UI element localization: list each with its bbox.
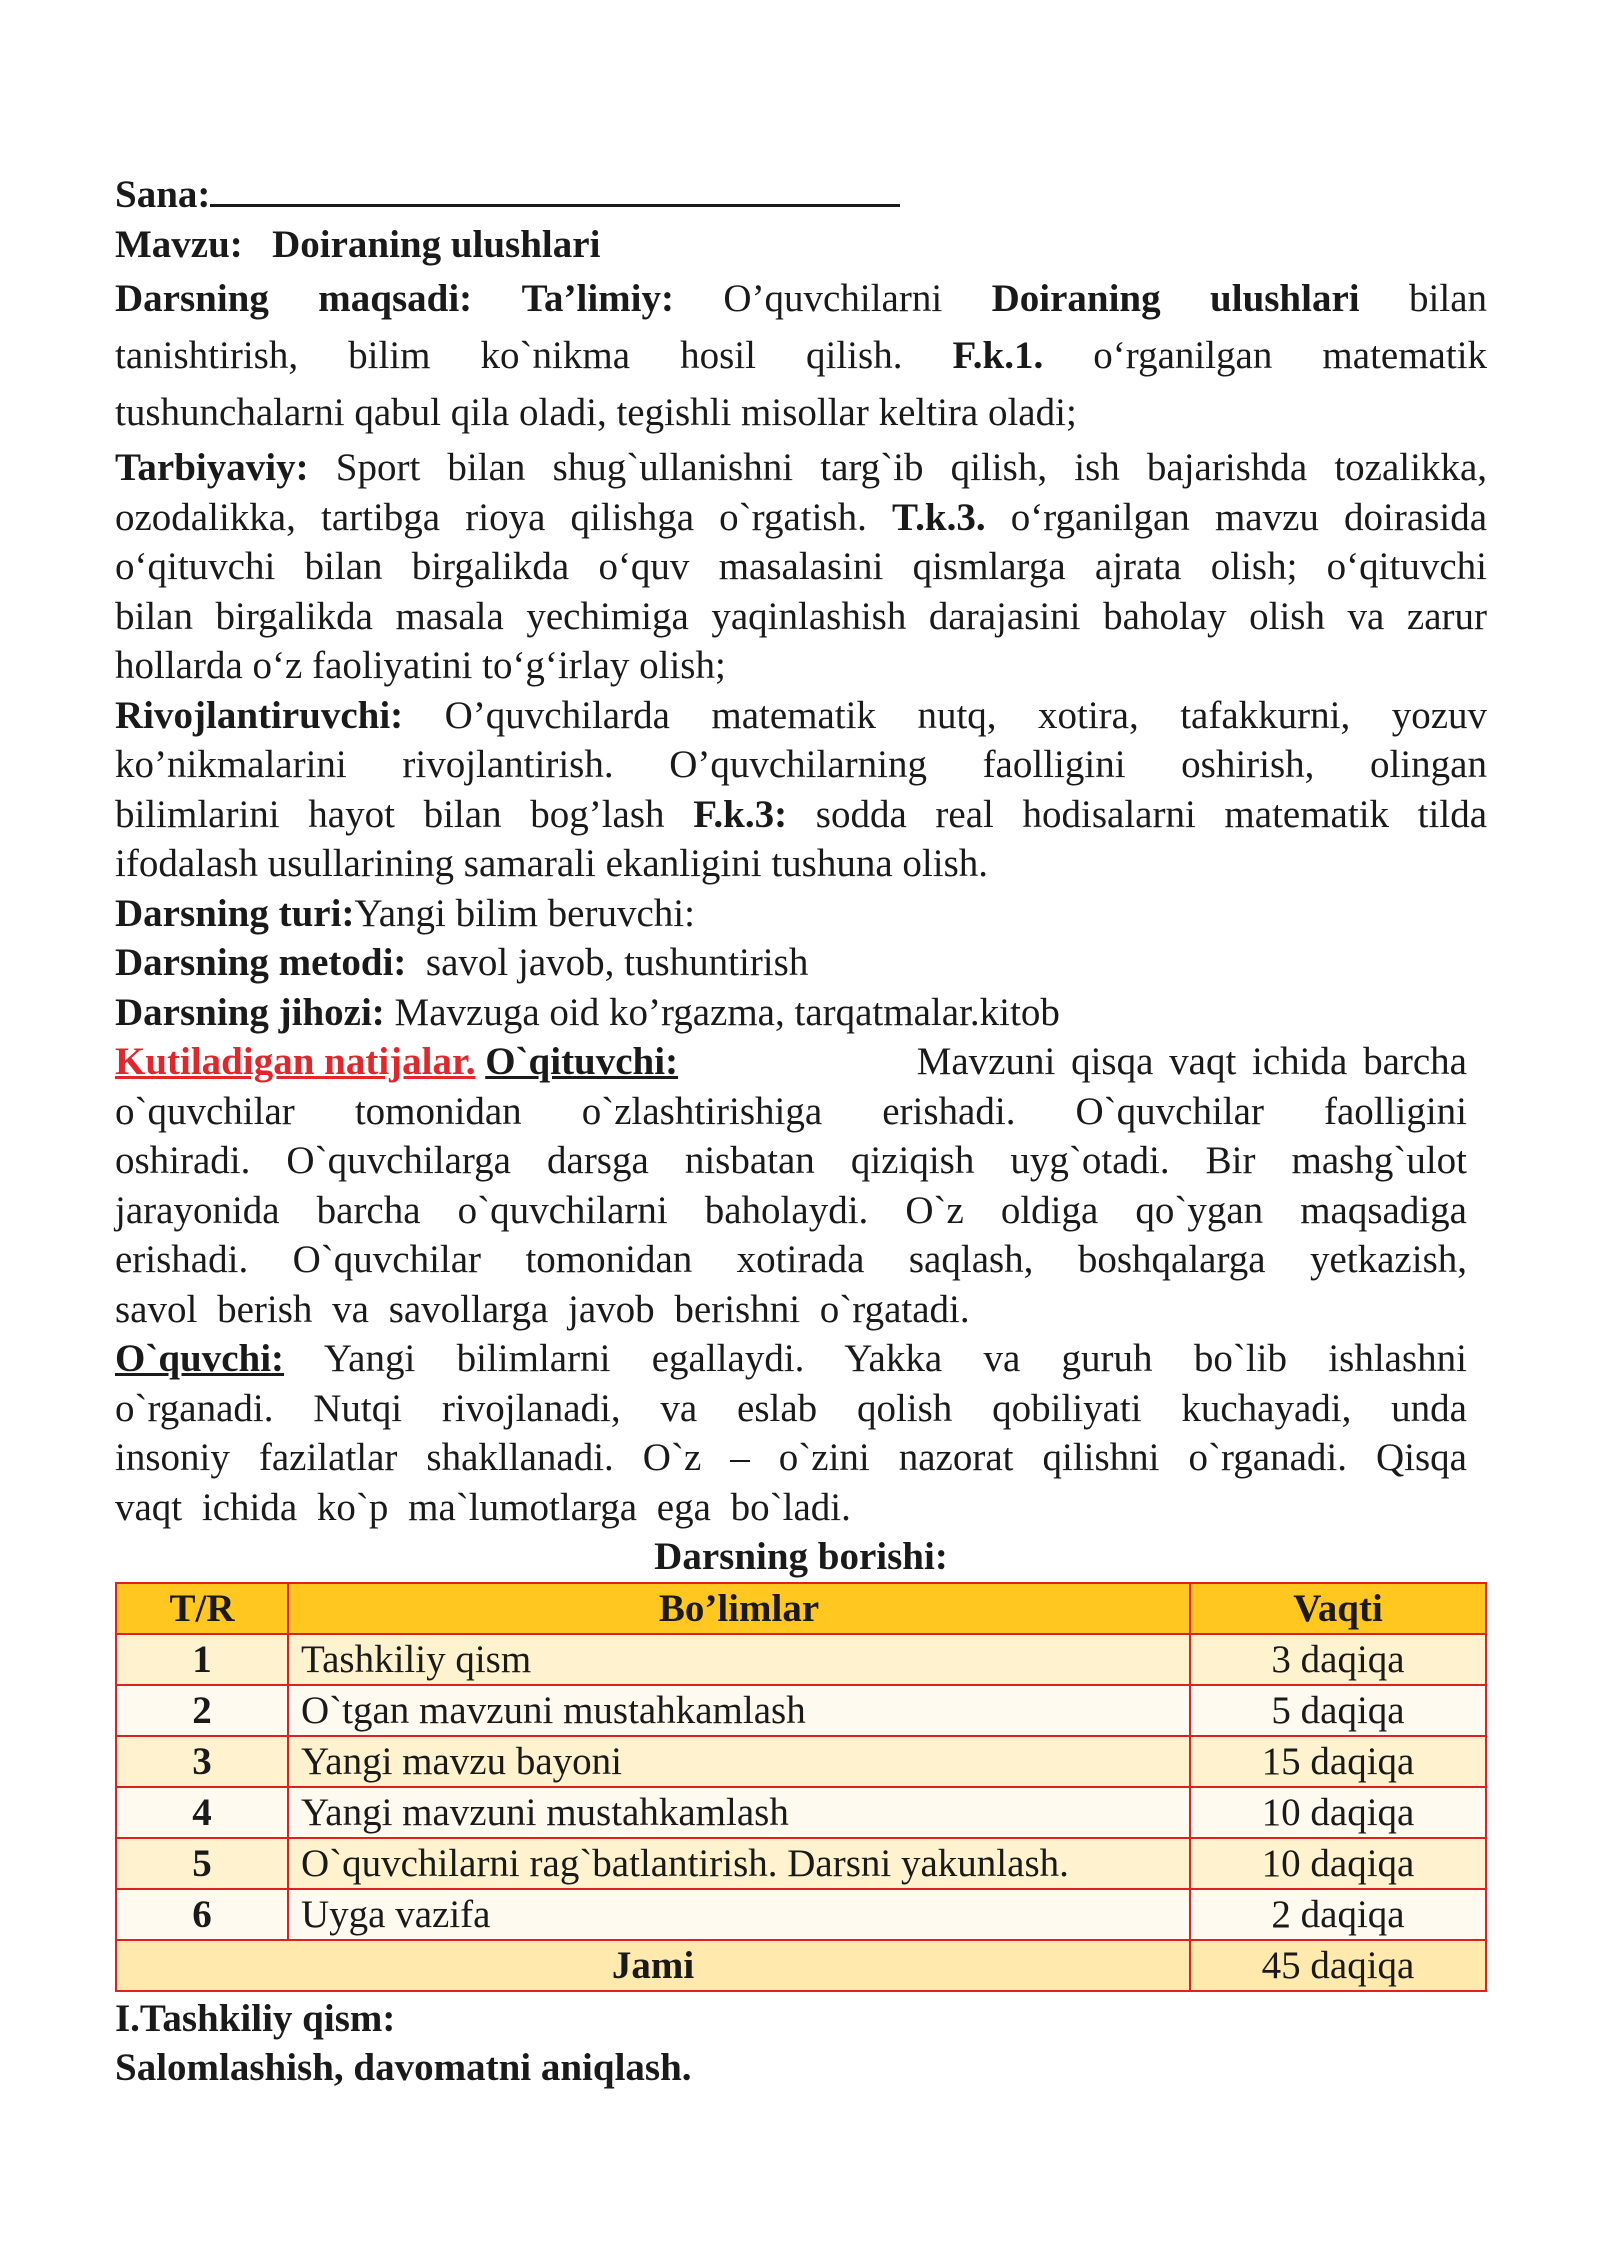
table-row [116,1889,1486,1940]
goal-text: tanishtirish, bilim ko`nikma hosil qilish. [115,334,903,377]
goal-line-1 [115,270,1487,327]
tarbiyaviy-line-1 [115,443,1487,493]
rivoj-text: O’quvchilarda matematik nutq, xotira, tafakkurni, yozuv [444,693,1488,737]
student-line-3: insoniy fazilatlar shakllanadi. O`z – o`zini nazorat qilishni o`rganadi. Qisqa [115,1436,1467,1479]
outcomes-line-5: erishadi. O`quvchilar tomonidan xotirada saqlash, boshqalarga yetkazish, [115,1238,1467,1281]
topic-line [115,220,1487,270]
topic-label: Mavzu: [115,222,243,266]
student-line-2: o`rganadi. Nutqi rivojlanadi, va eslab qolish qobiliyati kuchayadi, unda [115,1386,1467,1430]
goal-text: o‘rganilgan matematik [1093,334,1488,377]
table-row [116,1685,1486,1736]
tarbiyaviy-line-4: bilan birgalikda masala yechimiga yaqinlashish darajasini baholay olish va zarur [115,594,1487,638]
date-label: Sana: [115,173,211,216]
outcomes-line-2: o`quvchilar tomonidan o`zlashtirishiga erishadi. O`quvchilar faolligini [115,1089,1467,1133]
table-total-row [116,1940,1486,1991]
row-name: Uyga vazifa [288,1889,1190,1940]
student-line-1 [115,1334,1467,1384]
row-time: 2 daqiqa [1190,1889,1486,1940]
goal-topic-bold: Doiraning ulushlari [991,277,1360,320]
lesson-equipment-line [115,988,1487,1038]
lesson-type-label: Darsning turi: [115,891,355,935]
row-num: 3 [116,1736,288,1787]
tarbiyaviy-section [115,443,1487,691]
lesson-method-label: Darsning metodi: [115,941,407,984]
row-num: 6 [116,1889,288,1940]
row-num: 5 [116,1838,288,1889]
table-row [116,1736,1486,1787]
row-time: 5 daqiqa [1190,1685,1486,1736]
student-text: Yangi bilimlarni egallaydi. Yakka va guruh bo`lib ishlashni [323,1337,1467,1380]
table-row [116,1838,1486,1889]
student-line-4: vaqt ichida ko`p ma`lumotlarga ega bo`ladi. [115,1485,851,1529]
total-time: 45 daqiqa [1190,1940,1486,1991]
lesson-method-line [115,938,1487,988]
tarbiyaviy-text: ozodalikka, tartibga rioya qilishga o`rgatish. [115,495,867,539]
lesson-type-line [115,889,1487,939]
rivoj-line-1 [115,691,1487,741]
rivoj-label: Rivojlantiruvchi: [115,693,404,737]
lesson-equipment-value: Mavzuga oid ko’rgazma, tarqatmalar.kitob [394,990,1060,1034]
outcomes-label: Kutiladigan natijalar. [115,1040,476,1083]
header-time: Vaqti [1190,1583,1486,1634]
row-num: 2 [116,1685,288,1736]
outcomes-line-3: oshiradi. O`quvchilarga darsga nisbatan qiziqish uyg`otadi. Bir mashg`ulot [115,1139,1467,1182]
talimiy-label: Ta’limiy: [521,277,674,320]
goal-label: Darsning maqsadi: [115,277,473,320]
row-name: Yangi mavzuni mustahkamlash [288,1787,1190,1838]
lesson-flow-title: Darsning borishi: [654,1535,948,1578]
header-num: T/R [116,1583,288,1634]
section-heading: I.Tashkiliy qism: [115,1996,396,2040]
table-row [116,1634,1486,1685]
rivoj-line-4: ifodalash usullarining samarali ekanligini tushuna olish. [115,842,989,885]
row-num: 1 [116,1634,288,1685]
tarbiyaviy-text: o‘rganilgan mavzu doirasida [1010,495,1487,539]
tarbiyaviy-text: Sport bilan shug`ullanishni targ`ib qilish, ish bajarishda tozalikka, [335,446,1488,489]
tarbiyaviy-line-5: hollarda o‘z faoliyatini to‘g‘irlay olish; [115,644,726,687]
goal-line-3: tushunchalarni qabul qila oladi, tegishli misollar keltira oladi; [115,391,1077,434]
goal-section [115,270,1487,441]
topic-value: Doiraning ulushlari [272,222,601,266]
lesson-method-value: savol javob, tushuntirish [425,941,809,984]
table-header-row [116,1583,1486,1634]
rivoj-text: sodda real hodisalarni matematik tilda [815,792,1488,836]
rivoj-line-2: ko’nikmalarini rivojlantirish. O’quvchilarning faolligini oshirish, olingan [115,743,1487,786]
competence-code: F.k.3: [693,792,788,836]
table-row [116,1787,1486,1838]
outcomes-section [115,1037,1467,1532]
date-line [115,170,1487,220]
total-label: Jami [116,1940,1190,1991]
outcomes-line-6: savol berish va savollarga javob berishni o`rgatadi. [115,1287,970,1331]
rivoj-text: bilimlarini hayot bilan bog’lash [115,792,665,836]
tarbiyaviy-label: Tarbiyaviy: [115,446,309,489]
header-name: Bo’limlar [288,1583,1190,1634]
row-time: 10 daqiqa [1190,1787,1486,1838]
tarbiyaviy-line-2 [115,493,1487,543]
row-name: Yangi mavzu bayoni [288,1736,1190,1787]
date-blank [210,170,900,207]
outcomes-text: Mavzuni qisqa vaqt ichida barcha [916,1040,1467,1083]
rivojlantiruvchi-section [115,691,1487,889]
goal-text: O’quvchilarni [723,277,943,320]
row-name: Tashkiliy qism [288,1634,1190,1685]
competence-code: T.k.3. [892,495,986,539]
outcomes-line-4: jarayonida barcha o`quvchilarni baholaydi. O`z oldiga qo`ygan maqsadiga [115,1188,1467,1232]
section-subheading: Salomlashish, davomatni aniqlash. [115,2046,692,2089]
tarbiyaviy-line-3: o‘qituvchi bilan birgalikda o‘quv masalasini qismlarga ajrata olish; o‘qituvchi [115,545,1487,588]
lesson-equipment-label: Darsning jihozi: [115,990,385,1034]
row-time: 10 daqiqa [1190,1838,1486,1889]
row-time: 3 daqiqa [1190,1634,1486,1685]
lesson-flow-table [115,1582,1487,1992]
row-name: O`tgan mavzuni mustahkamlash [288,1685,1190,1736]
row-time: 15 daqiqa [1190,1736,1486,1787]
goal-text: bilan [1409,277,1488,320]
lesson-type-value: Yangi bilim beruvchi: [354,891,695,935]
competence-code: F.k.1. [952,334,1044,377]
row-name: O`quvchilarni rag`batlantirish. Darsni yakunlash. [288,1838,1190,1889]
row-num: 4 [116,1787,288,1838]
teacher-label: O`qituvchi: [485,1040,679,1083]
lesson-plan-page [115,170,1487,2093]
student-label: O`quvchi: [115,1337,285,1380]
outcomes-line-1 [115,1037,1467,1087]
rivoj-line-3 [115,790,1487,840]
goal-line-2 [115,327,1487,384]
